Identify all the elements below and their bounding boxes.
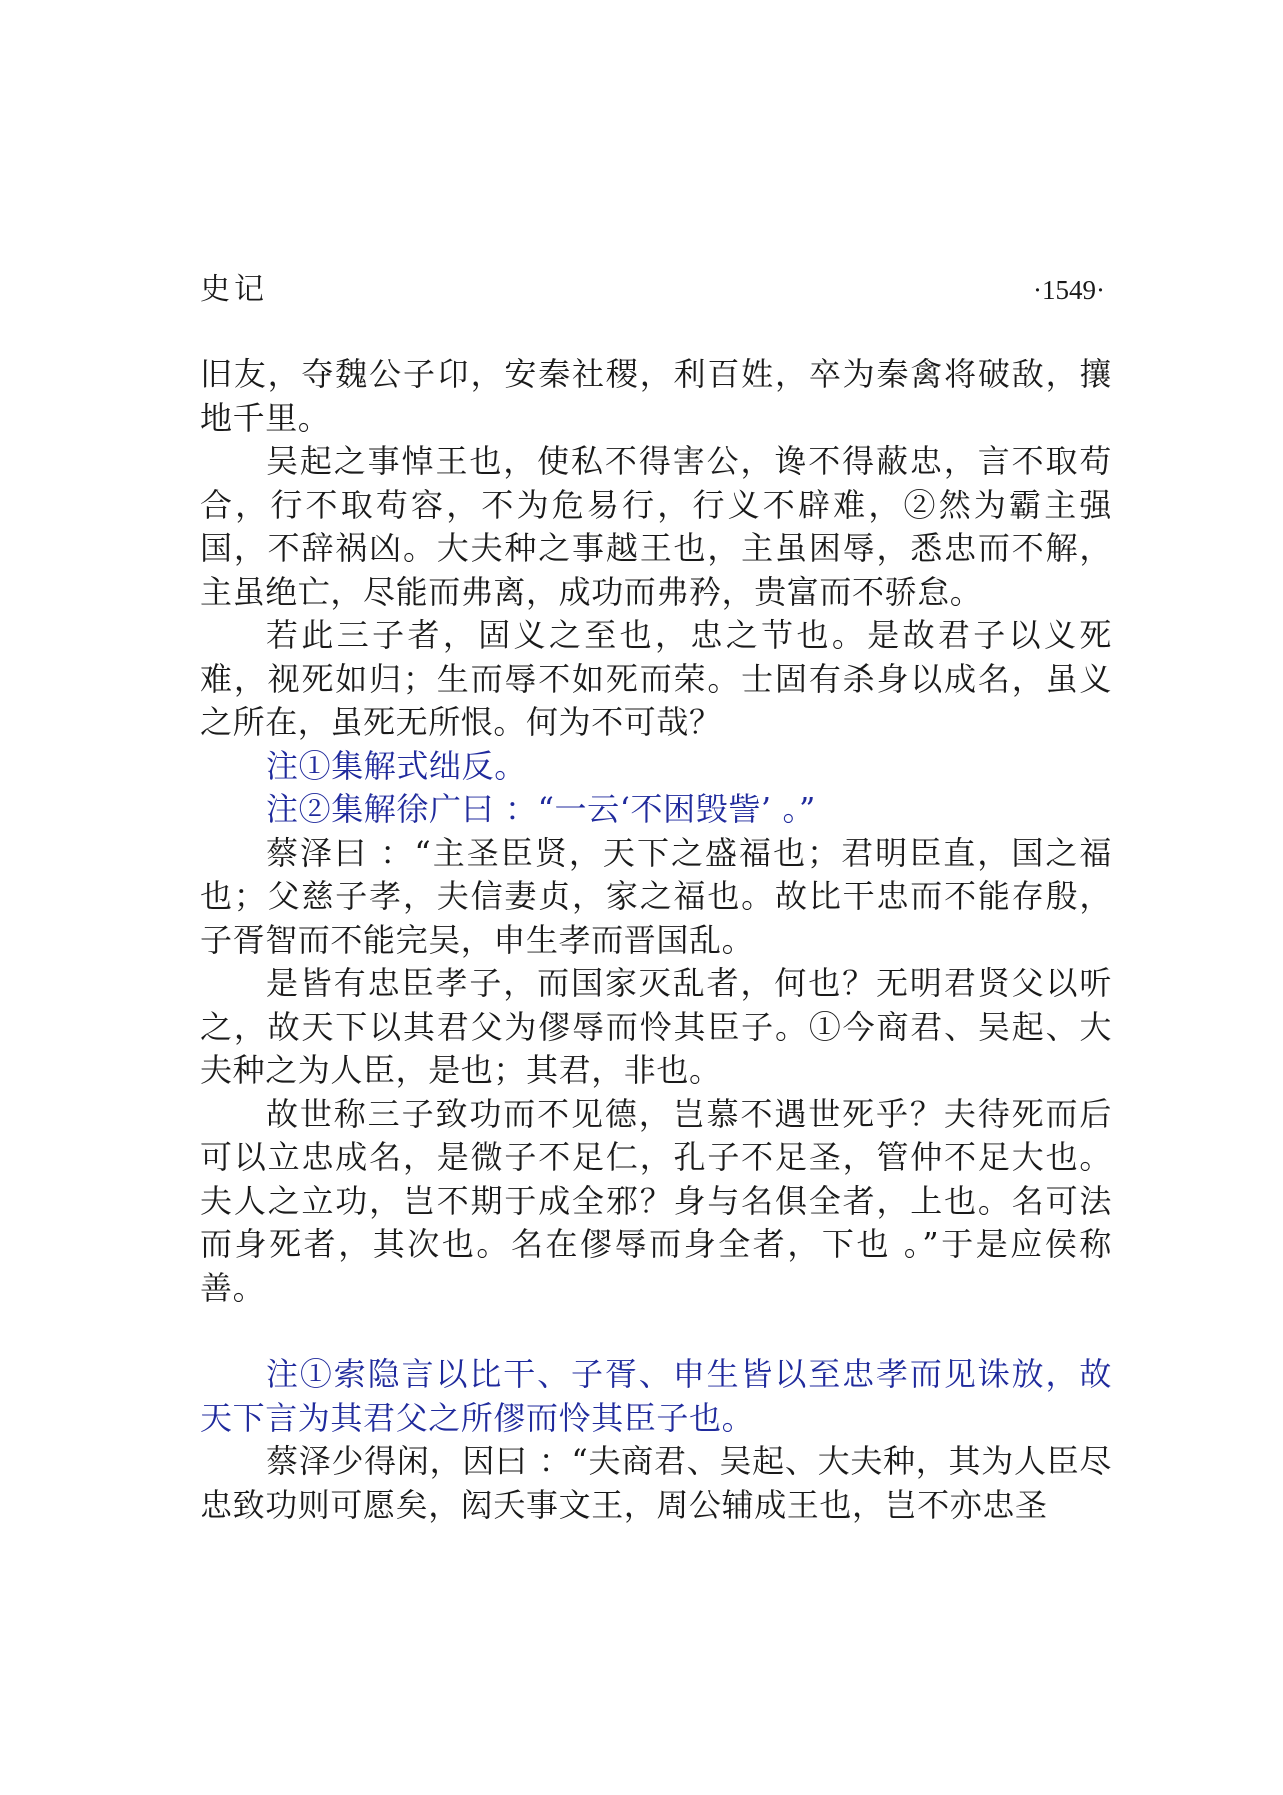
- paragraph: 旧友，夺魏公子卬，安秦社稷，利百姓，卒为秦禽将破敌，攘地千里。: [200, 355, 1112, 437]
- paragraph: 若此三子者，固义之至也，忠之节也。是故君子以义死难，视死如归；生而辱不如死而荣。士固有杀身以成名，虽义之所在，虽死无所恨。何为不可哉？: [200, 616, 1112, 741]
- paragraph-gap: [200, 1310, 1112, 1353]
- paragraph: 蔡泽少得闲，因曰 ：“夫商君、吴起、大夫种，其为人臣尽忠致功则可愿矣，闳夭事文王，周公辅成王也，岂不亦忠圣: [200, 1442, 1112, 1524]
- page-number: ·1549·: [1033, 275, 1105, 305]
- annotation-note: 注①集解式绌反。: [266, 746, 527, 785]
- book-title: 史记: [200, 272, 268, 307]
- annotation-note: 注②集解徐广曰 ：“一云‘不困毁訾’ 。”: [266, 790, 817, 828]
- page-header: [200, 268, 1105, 312]
- main-text: [200, 353, 1112, 1527]
- paragraph: 吴起之事悼王也，使私不得害公，谗不得蔽忠，言不取苟合，行不取苟容，不为危易行，行义不辟难，②然为霸主强国，不辞祸凶。大夫种之事越王也，主虽困辱，悉忠而不解，主虽绝亡，尽能而弗离，成功而弗矜，贵富而不骄怠。: [200, 442, 1112, 611]
- paragraph: 故世称三子致功而不见德，岂慕不遇世死乎？夫待死而后可以立忠成名，是微子不足仁，孔子不足圣，管仲不足大也。夫人之立功，岂不期于成全邪？身与名俱全者，上也。名可法而身死者，其次也。名在僇辱而身全者，下也 。”于是应侯称善。: [200, 1094, 1112, 1307]
- paragraph: 是皆有忠臣孝子，而国家灭乱者，何也？无明君贤父以听之，故天下以其君父为僇辱而怜其臣子。①今商君、吴起、大夫种之为人臣，是也；其君，非也。: [200, 964, 1112, 1089]
- annotation-note: 注①索隐言以比干、子胥、申生皆以至忠孝而见诛放，故天下言为其君父之所僇而怜其臣子也。: [200, 1355, 1112, 1437]
- paragraph: 蔡泽曰 ：“主圣臣贤，天下之盛福也；君明臣直，国之福也；父慈子孝，夫信妻贞，家之福也。故比干忠而不能存殷，子胥智而不能完吴，申生孝而晋国乱。: [200, 833, 1112, 959]
